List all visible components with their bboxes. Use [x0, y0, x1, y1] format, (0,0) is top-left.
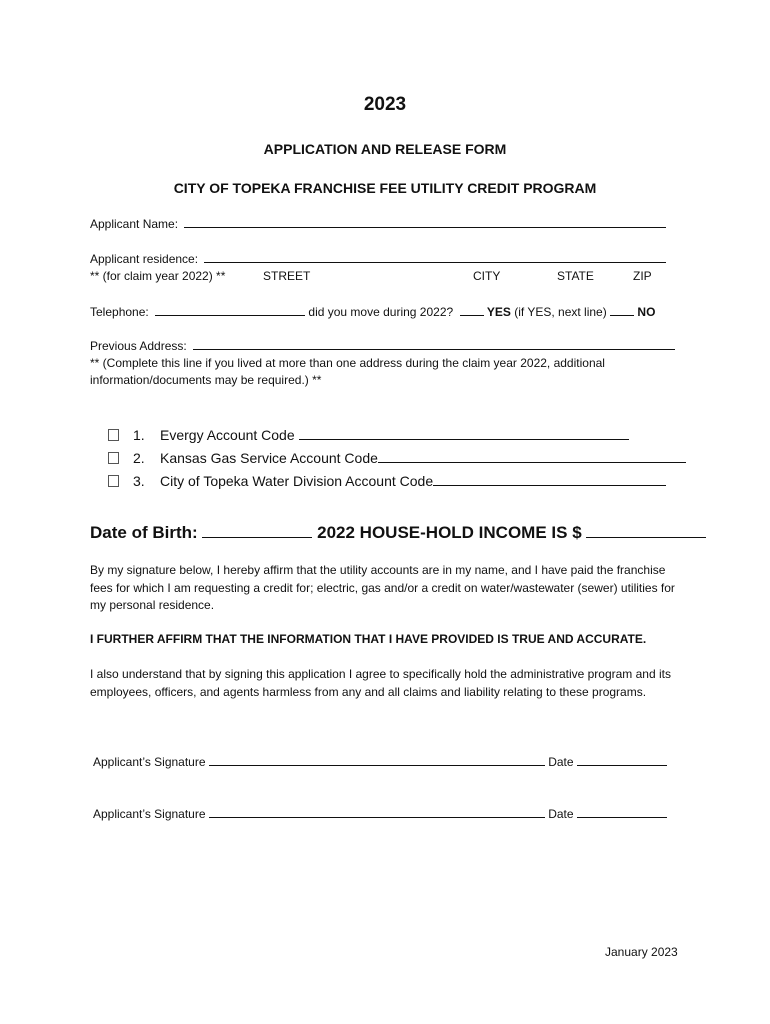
applicant-name-label: Applicant Name:: [90, 217, 179, 231]
date-label: Date: [548, 807, 574, 821]
previous-address-field[interactable]: [193, 338, 675, 350]
account-row-kansas-gas: [108, 449, 686, 466]
zip-label: ZIP: [633, 269, 652, 283]
move-question: did you move during 2022?: [308, 305, 454, 319]
account-row-water: [108, 472, 666, 489]
date-field-2[interactable]: [577, 806, 667, 818]
no-label: NO: [637, 305, 656, 319]
water-account-field[interactable]: [433, 472, 666, 486]
account-number: 2.: [133, 450, 145, 466]
previous-address-label: Previous Address:: [90, 339, 187, 353]
income-field[interactable]: [586, 522, 706, 538]
footer-date: January 2023: [605, 945, 678, 959]
checkbox-icon[interactable]: [108, 429, 119, 441]
program-title: CITY OF TOPEKA FRANCHISE FEE UTILITY CREDIT PROGRAM: [173, 180, 597, 196]
residence-field[interactable]: [204, 251, 666, 263]
residence-row: [90, 251, 666, 266]
form-year: 2023: [363, 94, 407, 115]
account-row-evergy: [108, 426, 629, 443]
checkbox-icon[interactable]: [108, 475, 119, 487]
account-label: City of Topeka Water Division Account Code: [160, 473, 434, 489]
previous-note-line-1: ** (Complete this line if you lived at more than one address during the claim year 2022, additional: [90, 356, 605, 370]
no-field[interactable]: [610, 304, 634, 316]
yes-note: (if YES, next line): [514, 305, 607, 319]
yes-field[interactable]: [460, 304, 484, 316]
dob-label: Date of Birth:: [90, 523, 198, 542]
signature-row-1: [93, 754, 667, 769]
checkbox-icon[interactable]: [108, 452, 119, 464]
state-label: STATE: [557, 269, 594, 283]
residence-label: Applicant residence:: [90, 252, 199, 266]
evergy-account-field[interactable]: [299, 426, 629, 440]
applicant-name-field[interactable]: [184, 216, 666, 228]
date-field-1[interactable]: [577, 754, 667, 766]
form-title: APPLICATION AND RELEASE FORM: [263, 141, 507, 157]
affirm-paragraph-1: By my signature below, I hereby affirm that the utility accounts are in my name, and I have paid the franchise fees for which I am requesting a credit for; electric, gas and/or a credit on water/wastewater (sewer) utilities for my personal residence.: [90, 563, 675, 612]
affirm-paragraph-2: I FURTHER AFFIRM THAT THE INFORMATION THAT I HAVE PROVIDED IS TRUE AND ACCURATE.: [90, 632, 647, 646]
kansas-gas-account-field[interactable]: [378, 449, 686, 463]
account-label: Kansas Gas Service Account Code: [160, 450, 378, 466]
telephone-field[interactable]: [155, 304, 305, 316]
affirm-paragraph-3: I also understand that by signing this application I agree to specifically hold the administrative program and its employees, officers, and agents harmless from any and all claims and liability relating to these programs.: [90, 667, 671, 699]
previous-note-line-2: information/documents may be required.) **: [90, 373, 322, 387]
account-label: Evergy Account Code: [160, 427, 295, 443]
yes-label: YES: [486, 305, 511, 319]
signature-label: Applicant’s Signature: [93, 755, 206, 769]
account-number: 1.: [133, 427, 145, 443]
signature-label: Applicant’s Signature: [93, 807, 206, 821]
dob-income-row: [90, 522, 706, 543]
dob-field[interactable]: [202, 522, 312, 538]
street-label: STREET: [263, 269, 311, 283]
account-number: 3.: [133, 473, 145, 489]
signature-row-2: [93, 806, 667, 821]
claim-year-note: ** (for claim year 2022) **: [90, 269, 226, 283]
applicant-name-row: [90, 216, 666, 231]
city-label: CITY: [473, 269, 501, 283]
signature-field-1[interactable]: [209, 754, 545, 766]
income-label: 2022 HOUSE-HOLD INCOME IS $: [317, 523, 582, 542]
telephone-label: Telephone:: [90, 305, 149, 319]
previous-address-row: [90, 338, 675, 353]
signature-field-2[interactable]: [209, 806, 545, 818]
telephone-row: [90, 304, 655, 319]
date-label: Date: [548, 755, 574, 769]
